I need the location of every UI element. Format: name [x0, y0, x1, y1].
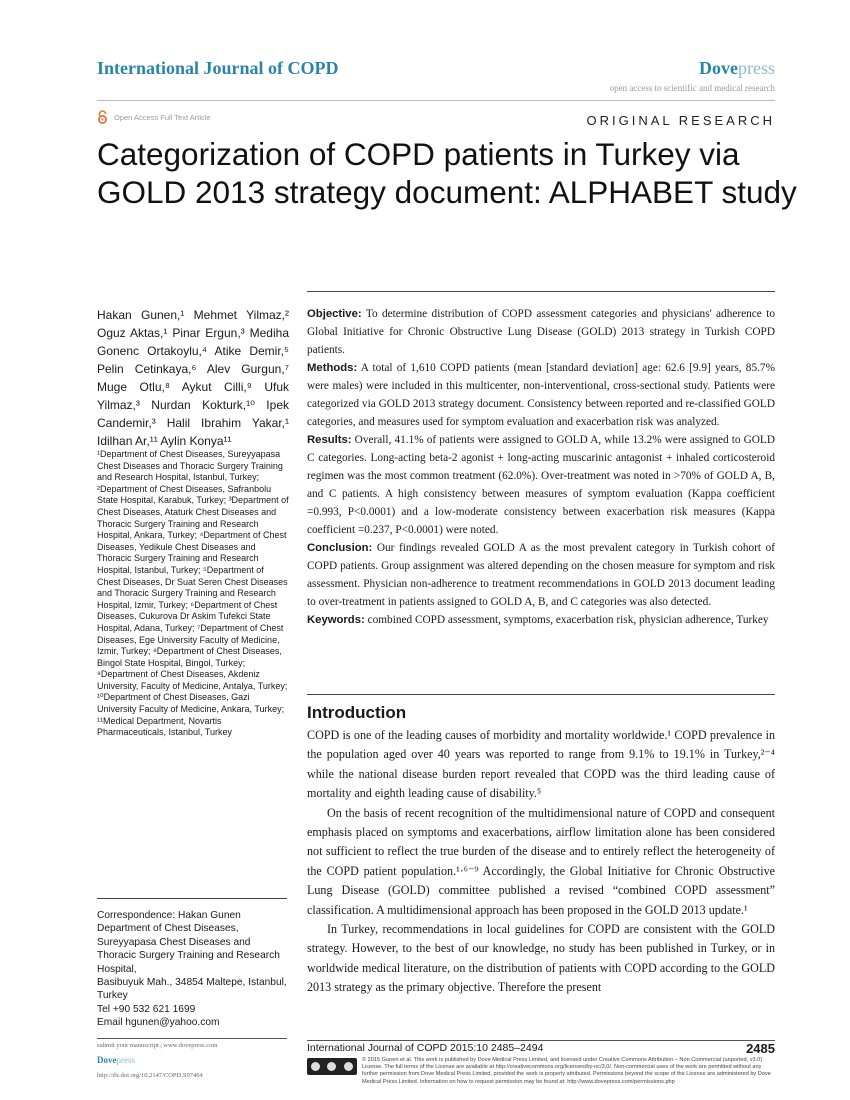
abstract-conclusion [307, 539, 775, 611]
correspondence-department: Department of Chest Diseases, [97, 923, 239, 935]
abstract-results-label: Results: [307, 434, 352, 446]
journal-title: International Journal of COPD [97, 58, 339, 78]
author-list: Hakan Gunen,¹ Mehmet Yilmaz,² Oguz Aktas,¹ Pinar Ergun,³ Mediha Gonenc Ortakoylu,⁴ Atike Demir,⁵ Pelin Cetinkaya,⁶ Alev Gurgun,⁷ Muge Otlu,⁸ Aykut Cilli,⁹ Ufuk Yilmaz,³ Nurdan Kokturk,¹⁰ Ipek Candemir,³ Halil Ibrahim Yakar,¹ Idilhan Ar,¹¹ Aylin Konya¹¹ [97, 308, 289, 448]
abstract-keywords-label: Keywords: [307, 614, 365, 626]
footer-logo-press: press [116, 1055, 135, 1065]
abstract-methods-label: Methods: [307, 362, 358, 374]
header-divider [97, 100, 775, 101]
introduction-paragraph-3: In Turkey, recommendations in local guidelines for COPD are consistent with the GOLD strategy. However, to the best of our knowledge, no study has been published in Turkey, or in worldwide medical literature, on the distribution of patients with COPD according to the GOLD 2013 strategy as the primary objective. Therefore the present [307, 922, 775, 995]
abstract-methods-text: A total of 1,610 COPD patients (mean [standard deviation] age: 62.6 [9.9] years, 85.7% were males) were included in this multicenter, non-interventional, cross-sectional study. Patients were categorized via GOLD 2013 strategy document. Consistency between reported and re-classified GOLD categories, and measures used for symptom evaluation and exacerbation risk was analyzed. [307, 362, 775, 428]
publisher-logo [699, 58, 775, 79]
abstract-top-divider [307, 291, 775, 292]
footer-logo-dove: Dove [97, 1055, 117, 1065]
abstract-conclusion-label: Conclusion: [307, 542, 373, 554]
introduction-paragraph-2: On the basis of recent recognition of the multidimensional nature of COPD and consequent emphasis placed on symptoms and exacerbations, airflow limitation alone has been considered not sufficient to reflect the true burden of the disease and to entirely reflect the heterogeneity of the COPD patient population.¹·⁶⁻⁹ Accordingly, the Global Initiative for Chronic Obstructive Lung Disease (GOLD) committee published a revised “combined COPD assessment” classification. A multidimensional approach has been proposed in the GOLD 2013 update.¹ [307, 805, 775, 917]
correspondence-email[interactable]: Email hgunen@yahoo.com [97, 1017, 220, 1029]
submit-manuscript-link[interactable]: submit your manuscript | www.dovepress.com [97, 1042, 218, 1049]
publisher-tagline: open access to scientific and medical research [609, 83, 775, 93]
open-access-notice [97, 110, 211, 124]
introduction-paragraph-1: COPD is one of the leading causes of morbidity and mortality worldwide.¹ COPD prevalence in the population aged over 40 years was reported to range from 9.1% to 19.1% in Turkey,²⁻⁴ while the national disease burden report revealed that COPD was the third leading cause of mortality and eighth leading cause of disability.⁵ [307, 728, 775, 801]
correspondence-label: Correspondence: Hakan Gunen [97, 910, 241, 921]
footer-publisher-logo [97, 1055, 135, 1065]
section-label: ORIGINAL RESEARCH [586, 113, 775, 128]
publisher-logo-dove: Dove [699, 58, 738, 78]
abstract-methods [307, 359, 775, 431]
abstract-objective [307, 305, 775, 359]
page-number: 2485 [746, 1041, 775, 1056]
abstract-bottom-divider [307, 694, 775, 695]
introduction-body [307, 726, 775, 998]
introduction-heading: Introduction [307, 703, 407, 722]
article-title [97, 135, 797, 211]
correspondence-divider [97, 898, 287, 899]
publisher-logo-press: press [738, 58, 775, 78]
abstract-conclusion-text: Our findings revealed GOLD A as the most prevalent category in Turkish cohort of COPD patients. Group assignment was altered depending on the chosen measure for symptom and risk assessment. Physician non-adherence to treatment recommendations in GOLD 2013 document leading to over-treatment in patients assigned to GOLD A, B, and C categories was also detected. [307, 542, 775, 608]
correspondence-address: Basibuyuk Mah., 34854 Maltepe, Istanbul, Turkey [97, 977, 287, 1002]
abstract-objective-text: To determine distribution of COPD assessment categories and physicians' adherence to Global Initiative for Chronic Obstructive Lung Disease (GOLD) 2013 strategy in Turkish COPD patients. [307, 308, 775, 356]
correspondence-hospital: Sureyyapasa Chest Diseases and Thoracic Surgery Training and Research Hospital, [97, 936, 280, 975]
abstract-results [307, 431, 775, 539]
footer-left-divider [97, 1038, 287, 1039]
creative-commons-icon[interactable] [307, 1058, 357, 1075]
open-access-lock-icon [97, 110, 108, 124]
abstract-keywords [307, 611, 775, 629]
abstract-objective-label: Objective: [307, 308, 362, 320]
abstract-results-text: Overall, 41.1% of patients were assigned to GOLD A, while 13.2% were assigned to GOLD C categories. Long-acting beta-2 agonist + long-acting muscarinic antagonist + inhaled corticosteroid regimen was the most common treatment (62.0%). Over-treatment was noted in >70% of GOLD A, B, and C patients. A high consistency between measures of symptom evaluation (Kappa coefficient =0.993, P<0.0001) and a low-moderate consistency between exacerbation risk measures (Kappa coefficient =0.237, P<0.0001) were noted. [307, 434, 775, 536]
correspondence-phone: Tel +90 532 621 1699 [97, 1003, 196, 1015]
abstract [307, 305, 775, 629]
journal-citation: International Journal of COPD 2015:10 2485–2494 [307, 1042, 544, 1054]
affiliations: ¹Department of Chest Diseases, Sureyyapasa Chest Diseases and Thoracic Surgery Training and Research Hospital, Istanbul, Turkey; ²Department of Chest Diseases, Safranbolu State Hospital, Karabuk, Turkey; ³Department of Chest Diseases, Ataturk Chest Diseases and Thoracic Surgery Training and Research Hospital, Ankara, Turkey; ⁴Department of Chest Diseases, Yedikule Chest Diseases and Thoracic Surgery Training and Research Hospital, Istanbul, Turkey; ⁵Department of Chest Diseases, Dr Suat Seren Chest Diseases and Thoracic Surgery Training and Research Hospital, Izmir, Turkey; ⁶Department of Chest Diseases, Cukurova Dr Askim Tufekci State Hospital, Adana, Turkey; ⁷Department of Chest Diseases, Ege University Faculty of Medicine, Izmir, Turkey; ⁸Department of Chest Diseases, Bingol State Hospital, Bingol, Turkey; ⁹Department of Chest Diseases, Akdeniz University, Faculty of Medicine, Antalya, Turkey; ¹⁰Department of Chest Diseases, Gazi University Faculty of Medicine, Ankara, Turkey; ¹¹Medical Department, Novartis Pharmaceuticals, Istanbul, Turkey [97, 449, 289, 738]
license-notice: © 2015 Gunen et al. This work is published by Dove Medical Press Limited, and licensed under Creative Commons Attribution – Non Commercial (unported, v3.0) License. The full terms of the License are available at http://creativecommons.org/licenses/by-nc/3.0/. Non-commercial uses of the work are permitted without any further permission from Dove Medical Press Limited, provided the work is properly attributed. Permissions beyond the scope of the License are administered by Dove Medical Press Limited. Information on how to request permission may be found at: http://www.dovepress.com/permissions.php [362, 1057, 771, 1085]
correspondence-block [97, 909, 292, 1030]
article-title-line-1: Categorization of COPD patients in Turkey via [97, 136, 740, 172]
footer-right-divider [307, 1040, 775, 1041]
article-title-line-2: GOLD 2013 strategy document: ALPHABET study [97, 174, 797, 210]
doi-link[interactable]: http://dx.doi.org/10.2147/COPD.S97464 [97, 1072, 203, 1079]
open-access-label: Open Access Full Text Article [114, 112, 211, 122]
abstract-keywords-text: combined COPD assessment, symptoms, exacerbation risk, physician adherence, Turkey [367, 614, 769, 626]
